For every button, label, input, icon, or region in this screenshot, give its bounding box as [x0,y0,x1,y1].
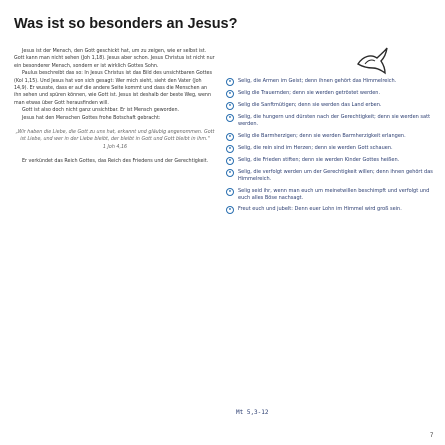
list-item-text: Selig, die hungern und dürsten nach der Gerechtigkeit; denn sie werden satt werden. [238,114,431,128]
list-item [226,157,436,165]
spacer [14,122,216,129]
list-item [226,206,436,214]
list-item [226,133,436,141]
body-paragraph: Jesus ist der Mensch, den Gott geschickt hat, um zu zeigen, wie er selbst ist. Gott kann man nicht sehen (Joh 1,18). Jesus aber schon. Jesus Christus ist nicht nur ein besonderer Mensch, sondern er ist wirklich Gottes Sohn. [14,49,215,69]
list-item [226,169,436,184]
page-number: 7 [430,433,434,439]
list-item [226,102,436,110]
bullet-icon: • [226,145,234,153]
list-item [226,90,436,98]
bullet-icon: • [226,90,234,98]
list-item-text: Freut euch und jubelt: Denn euer Lohn im Himmel wird groß sein. [238,206,402,213]
bullet-icon: • [226,169,234,177]
list-item-text: Selig die Trauernden; denn sie werden getröstet werden. [238,90,381,96]
list-item-text: Selig, die Frieden stiften; denn sie werden Kinder Gottes heißen. [238,156,400,163]
list-item [226,188,436,203]
list-item [226,145,436,153]
list-item-text: Selig seid ihr, wenn man euch um meinetwillen beschimpft und verfolgt und euch alles Böse nachsagt. [238,187,430,202]
list-item-text: Selig, die rein sind im Herzen; denn sie werden Gott schauen. [238,144,393,151]
scripture-reference: Mt 5,3-12 [236,409,269,416]
spacer [14,151,216,158]
bullet-icon: • [226,188,234,196]
list-item-text: Selig die Sanftmütigen; denn sie werden das Land erben. [238,102,382,108]
bullet-icon: • [226,206,234,214]
bullet-icon: • [226,78,234,86]
bullet-icon: • [226,102,234,110]
list-item-text: Selig die Barmherzigen; denn sie werden Barmherzigkeit erlangen. [238,132,406,139]
bullet-icon: • [226,114,234,122]
list-item-text: Selig, die verfolgt werden um der Gerechtigkeit willen; denn ihnen gehört das Himmelreich. [238,168,433,183]
list-item-text: Selig, die Armen im Geist; denn ihnen gehört das Himmelreich. [238,78,397,84]
body-paragraph: Er verkündet das Reich Gottes, das Reich des Friedens und der Gerechtigkeit. [22,159,209,165]
body-paragraph: Gott ist also doch nicht ganz unsichtbar. Er ist Mensch geworden. [22,108,180,114]
list-item [226,114,436,129]
dove-icon [355,46,389,76]
bullet-icon: • [226,157,234,165]
left-column [14,48,216,428]
quote-paragraph: „Wir haben die Liebe, die Gott zu uns hat, erkannt und gläubig angenommen. Gott ist Liebe, und wer in der Liebe bleibt, der bleibt in Gott und Gott bleibt in ihm." [15,130,215,143]
body-paragraph: Paulus beschreibt das so: In Jesus Christus ist das Bild des unsichtbaren Gottes (Kol 1,15). Und Jesus hat von sich gesagt: Wer mich sieht, sieht den Vater (Joh 14,9). Er wusste, dass er auf die andere Seite kommt und dass die Menschen an ihn sehen und spüren können, wie Gott ist. Jesus ist deshalb der beste Weg, wenn man etwas über Gott herausfinden will. [14,71,212,106]
quote-paragraph: 1 Joh 4,16 [102,144,128,150]
page-title: Was ist so besonders an Jesus? [14,16,238,32]
bullet-icon: • [226,133,234,141]
beatitudes-list [226,78,436,430]
list-item [226,78,436,86]
body-paragraph: Jesus hat den Menschen Gottes frohe Botschaft gebracht: [22,115,161,121]
